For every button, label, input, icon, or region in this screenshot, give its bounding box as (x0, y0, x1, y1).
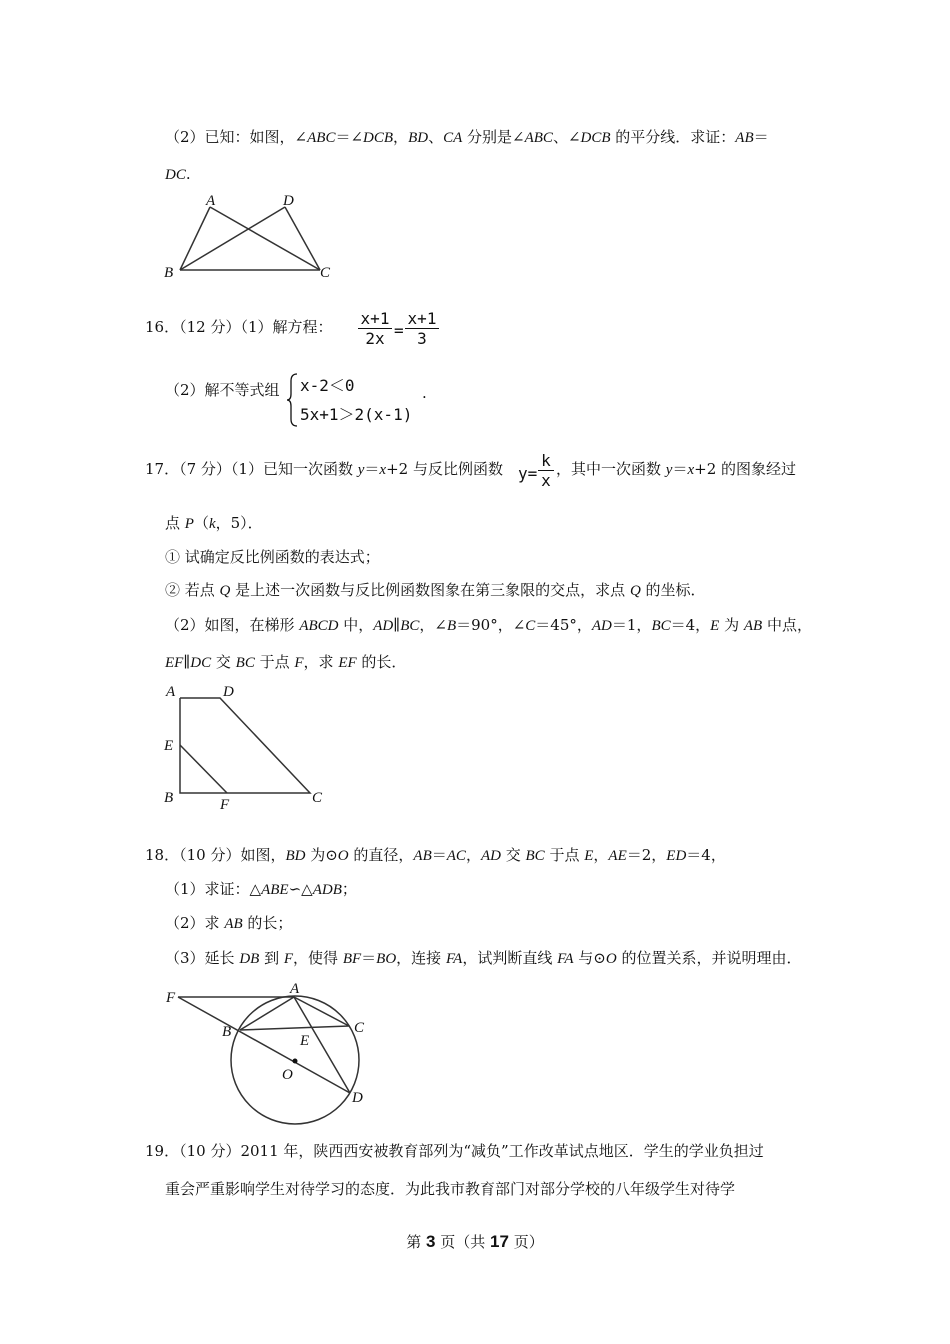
q18-sub1: （1）求证：△ABE∽△ADB； (165, 880, 357, 898)
q19-line2: 重会严重影响学生对待学习的态度．为此我市教育部门对部分学校的八年级学生对待学 (165, 1180, 736, 1198)
q17-sub2: ② 若点 Q 是上述一次函数与反比例函数图象在第三象限的交点，求点 Q 的坐标． (165, 581, 706, 599)
q16-inequality-1: x-2＜0 (300, 376, 355, 395)
q15-figure (160, 190, 340, 280)
q17-sub1: ① 试确定反比例函数的表达式； (165, 548, 380, 566)
q18-sub3: （3）延长 DB 到 F，使得 BF＝BO，连接 FA，试判断直线 FA 与⊙O 的位置关系，并说明理由． (165, 949, 802, 967)
label-o: O (282, 1067, 293, 1083)
q18-circle-figure (160, 978, 380, 1133)
page-number: 3 (426, 1232, 436, 1251)
segment-ef (180, 745, 227, 793)
label-b: B (164, 265, 174, 280)
label-c: C (354, 1020, 365, 1036)
q16-fraction-1: $\frac{x+1}{2x}$ (358, 309, 392, 348)
q16-fraction-2: $\frac{x+1}{3}$ (405, 309, 439, 348)
label-a: A (290, 981, 300, 997)
label-f: F (220, 797, 230, 813)
segment-ac (210, 207, 320, 270)
q17-line2: 点 P（k，5）． (165, 514, 263, 532)
label-a: A (206, 193, 216, 209)
q16-period: . (422, 384, 427, 402)
trapezoid-abcd (180, 698, 310, 793)
q15-part2-line2: DC. (165, 165, 191, 183)
q17-part2-line1: （2）如图，在梯形 ABCD 中，AD∥BC，∠B＝90°，∠C＝45°，AD＝1，BC＝4，E 为 AB 中点， (165, 616, 812, 634)
label-a: A (166, 684, 176, 700)
label-e: E (300, 1033, 310, 1049)
q17-line1a: 17．（7 分）（1）已知一次函数 y＝x+2 与反比例函数 (145, 460, 503, 478)
line-fd (178, 997, 350, 1093)
q17-fraction-k-x: $\frac{k}{x}$ (538, 451, 554, 490)
q15-part2-line1: （2）已知：如图，∠ABC＝∠DCB，BD、CA 分别是∠ABC、∠DCB 的平分线．求证：AB＝ (165, 128, 769, 146)
label-d: D (283, 193, 294, 209)
total-pages: 17 (490, 1232, 509, 1251)
label-b: B (164, 790, 174, 806)
q16-inequality-2: 5x+1＞2(x-1) (300, 405, 413, 424)
q18-sub2: （2）求 AB 的长； (165, 914, 293, 932)
q16-head: 16．（12 分）（1）解方程： (145, 318, 333, 336)
q17-line1b: ，其中一次函数 y＝x+2 的图象经过 (556, 460, 797, 478)
label-f: F (166, 990, 176, 1006)
segment-bc (240, 1026, 349, 1030)
label-c: C (320, 265, 331, 280)
q17-part2-line2: EF∥DC 交 BC 于点 F，求 EF 的长． (165, 653, 407, 671)
label-b: B (222, 1024, 232, 1040)
page-footer: 第 3 页（共 17 页） (406, 1232, 544, 1251)
q16-equals: = (394, 321, 404, 340)
q18-head: 18．（10 分）如图，BD 为⊙O 的直径，AB＝AC，AD 交 BC 于点 E，AE＝2，ED＝4， (145, 846, 726, 864)
label-c: C (312, 790, 323, 806)
center-dot (293, 1059, 298, 1064)
q17-trapezoid-figure (160, 678, 340, 813)
label-d: D (352, 1090, 363, 1106)
q19-line1: 19．（10 分）2011 年，陕西西安被教育部列为“减负”工作改革试点地区．学生的学业负担过 (145, 1142, 764, 1160)
label-e: E (164, 738, 174, 754)
q16-part2: （2）解不等式组 (165, 381, 280, 399)
label-d: D (223, 684, 234, 700)
q17-y-equals: y= (518, 464, 538, 483)
brace-icon (286, 372, 300, 428)
